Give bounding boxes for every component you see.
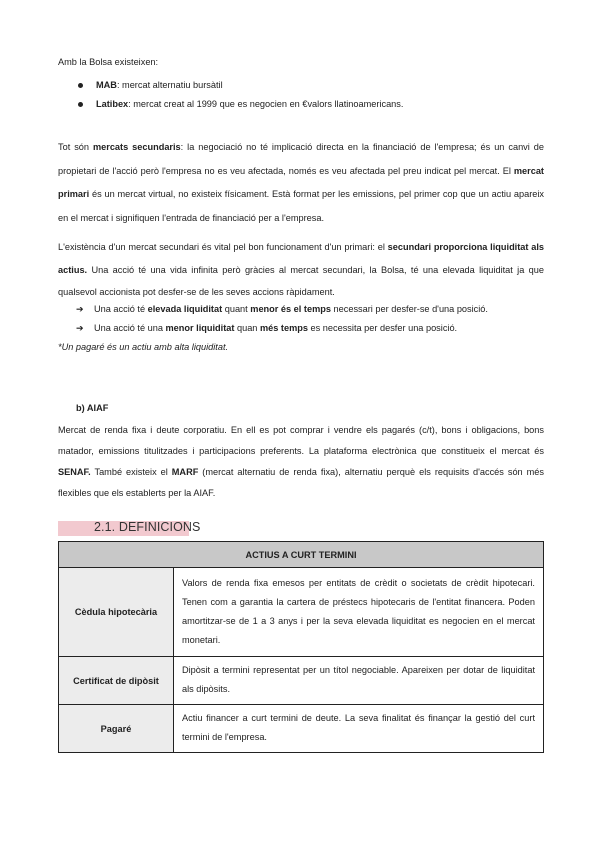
market-name: MAB: [96, 80, 117, 90]
paragraph-secondary-markets: Tot són mercats secundaris: la negociació no té implicació directa en la financiació de l'empresa; és un canvi de propietari de l'acció però l'empresa no es veu afectada, només es veu afectada pel preu indicat pel mercat. El mercat primari és un mercat virtual, no existeix físicament. Està format per les emissions, pel primer cop que un actiu apareix en el mercat i signifiquen l'entrada de financiació per a l'empresa.: [58, 142, 544, 223]
term-cell: Cèdula hipotecària: [59, 568, 174, 657]
intro-text: Amb la Bolsa existeixen:: [58, 57, 159, 67]
paragraph-aiaf: Mercat de renda fixa i deute corporatiu. En ell es pot comprar i vendre els pagarés (c/t), bons i obligacions, bons matador, emissions titulitzades i participacions preferents. La plataforma electrònica que constitueix el mercat és SENAF. També existeix el MARF (mercat alternatiu de renda fixa), alternatiu perquè els requisits d'accés són més flexibles que els establerts per la AIAF.: [58, 425, 544, 498]
definitions-table: [58, 541, 544, 753]
market-list: [78, 76, 403, 114]
term-cell: Pagaré: [59, 705, 174, 753]
bullet-icon: [78, 102, 83, 107]
table-row: [59, 657, 544, 705]
list-item: [78, 95, 403, 114]
list-item: ➔ Una acció té elevada liquiditat quant menor és el temps necessari per desfer-se d'una posició.: [76, 300, 488, 319]
table-row: [59, 568, 544, 657]
market-desc: : mercat alternatiu bursàtil: [116, 80, 223, 90]
market-name: Latibex: [96, 99, 129, 109]
bullet-icon: [78, 83, 83, 88]
list-item: [78, 76, 403, 95]
aiaf-heading: b) AIAF: [76, 403, 109, 413]
table-header: ACTIUS A CURT TERMINI: [59, 542, 544, 568]
arrow-right-icon: ➔: [76, 304, 84, 314]
arrow-right-icon: ➔: [76, 323, 84, 333]
paragraph-liquidity: L'existència d'un mercat secundari és vital pel bon funcionament d'un primari: el secundari proporciona liquiditat als actius. Una acció té una vida infinita però gràcies al mercat secundari, la Bolsa, té una elevada liquiditat ja que qualsevol accionista pot desfer-se de les seves accions ràpidament.: [58, 242, 545, 297]
note-text: *Un pagaré és un actiu amb alta liquiditat.: [58, 342, 229, 352]
definition-cell: Dipòsit a termini representat per un títol negociable. Apareixen per dotar de liquiditat als dipòsits.: [174, 657, 544, 705]
section-title: 2.1. DEFINICIONS: [94, 520, 201, 534]
market-desc: : mercat creat al 1999 que es negocien en €valors llatinoamericans.: [128, 99, 404, 109]
list-item: ➔ Una acció té una menor liquiditat quan més temps es necessita per desfer una posició.: [76, 319, 488, 338]
term-cell: Certificat de dipòsit: [59, 657, 174, 705]
table-row: [59, 705, 544, 753]
definition-cell: Actiu financer a curt termini de deute. La seva finalitat és finançar la gestió del curt termini de l'empresa.: [174, 705, 544, 753]
table-header-row: [59, 542, 544, 568]
definition-cell: Valors de renda fixa emesos per entitats de crèdit o societats de crèdit hipotecari. Tenen com a garantia la cartera de préstecs hipotecaris de l'entitat financera. Poden amortitzar-se de 1 a 3 anys i per la seva elevada liquiditat es negocien en el mercat monetari.: [174, 568, 544, 657]
liquidity-arrow-list: [76, 300, 488, 338]
